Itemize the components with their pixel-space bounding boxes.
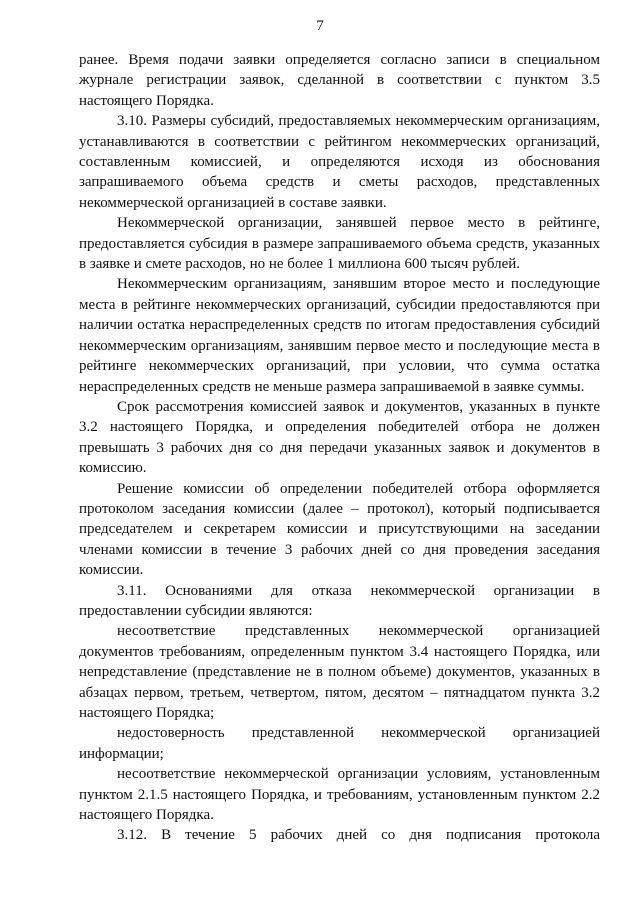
paragraph-3-11: 3.11. Основаниями для отказа некоммерческой организации в предоставлении субсидии являются: [79,582,600,619]
paragraph-3-10: 3.10. Размеры субсидий, предоставляемых некоммерческим организациям, устанавливаются в соответствии с рейтингом некоммерческих организаций, составленным комиссией, и определяются исходя из обоснования запрашиваемого объема средств и сметы расходов, представленных некоммерческой организацией в составе заявки. [79,113,600,211]
paragraph-continuation: ранее. Время подачи заявки определяется согласно записи в специальном журнале регистрации заявок, сделанной в соответствии с пунктом 3.5 настоящего Порядка. [79,52,600,109]
paragraph-noncompliance-conditions: несоответствие некоммерческой организации условиям, установленным пунктом 2.1.5 настоящего Порядка, и требованиям, установленным пунктом 2.2 настоящего Порядка. [79,766,600,824]
paragraph-3-12: 3.12. В течение 5 рабочих дней со дня подписания протокола [117,827,600,844]
paragraph-protocol: Решение комиссии об определении победителей отбора оформляется протоколом заседания комиссии (далее – протокол), который подписывается председателем и секретарем комиссии и присутствующими на заседании членами комиссии в течение 3 рабочих дней со дня проведения заседания комиссии. [79,480,600,579]
document-body [79,50,600,846]
paragraph-review-term: Срок рассмотрения комиссией заявок и документов, указанных в пункте 3.2 настоящего Порядка, и определения победителей отбора не должен превышать 3 рабочих дня со дня передачи указанных заявок и документов в комиссию. [79,398,600,477]
paragraph-noncompliance-docs: несоответствие представленных некоммерческой организацией документов требованиям, определенным пунктом 3.4 настоящего Порядка, или непредставление (представление не в полном объеме) документов, указанных в абзацах первом, третьем, четвертом, пятом, десятом – пятнадцатом пункта 3.2 настоящего Порядка; [79,623,600,721]
paragraph-inaccuracy: недостоверность представленной некоммерческой организацией информации; [79,725,600,762]
page-number: 7 [316,18,324,34]
paragraph-first-place: Некоммерческой организации, занявшей первое место в рейтинге, предоставляется субсидия в размере запрашиваемого объема средств, указанных в заявке и смете расходов, но не более 1 миллиона 600 тысяч рублей. [79,215,600,273]
paragraph-second-place: Некоммерческим организациям, занявшим второе место и последующие места в рейтинге некоммерческих организаций, субсидии предоставляются при наличии остатка нераспределенных средств по итогам предоставления субсидий некоммерческим организациям, занявшим первое место и последующие места в рейтинге некоммерческих организаций, при условии, что сумма остатка нераспределенных средств не меньше размера запрашиваемой в заявке суммы. [79,276,600,395]
